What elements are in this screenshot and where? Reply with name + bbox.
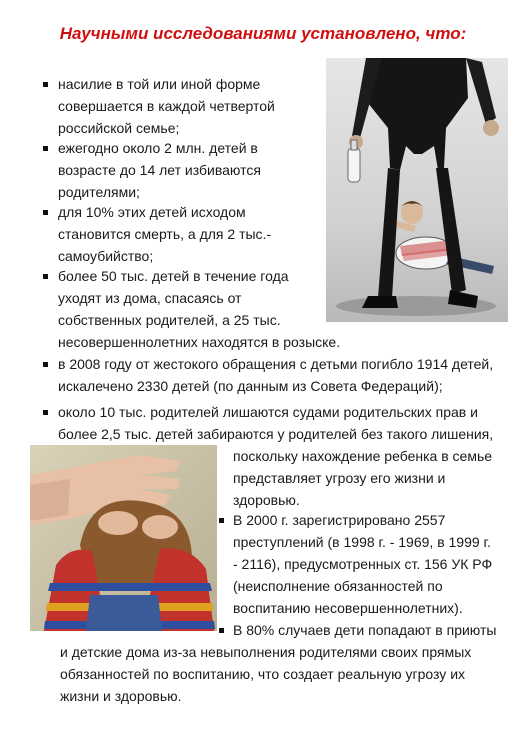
photo-frightened-child bbox=[30, 445, 217, 631]
fact-line: совершается в каждой четвертой bbox=[58, 98, 275, 114]
fact-line: самоубийство; bbox=[58, 248, 154, 264]
fact-line: искалечено 2330 детей (по данным из Совета Федераций); bbox=[58, 378, 443, 394]
fact-line: жизни и здоровью. bbox=[60, 688, 182, 704]
fact-line: обязанностей по воспитанию, что создает реальную угрозу их bbox=[60, 666, 466, 682]
fact-line: родителями; bbox=[58, 184, 140, 200]
page-title: Научными исследованиями установлено, что: bbox=[59, 24, 467, 43]
fact-line: представляет угрозу его жизни и bbox=[233, 470, 446, 486]
fact-line: поскольку нахождение ребенка в семье bbox=[233, 448, 493, 464]
fact-line: здоровью. bbox=[233, 492, 300, 508]
bullet-marker bbox=[43, 210, 48, 215]
fact-line: В 2000 г. зарегистрировано 2557 bbox=[233, 512, 446, 528]
fact-line: преступлений (в 1998 г. - 1969, в 1999 г. bbox=[233, 534, 491, 550]
fact-line: ежегодно около 2 млн. детей в bbox=[58, 140, 258, 156]
fact-line: В 80% случаев дети попадают в приюты bbox=[233, 622, 497, 638]
fact-line: в 2008 году от жестокого обращения с детьми погибло 1914 детей, bbox=[58, 356, 494, 372]
fact-line: и детские дома из-за невыполнения родителями своих прямых bbox=[60, 644, 472, 660]
bullet-marker bbox=[219, 628, 224, 633]
fact-line: возрасте до 14 лет избиваются bbox=[58, 162, 261, 178]
fact-line: воспитанию несовершеннолетних). bbox=[233, 600, 463, 616]
fact-line: около 10 тыс. родителей лишаются судами родительских прав и bbox=[58, 404, 478, 420]
fact-line: (неисполнение обязанностей по bbox=[233, 578, 443, 594]
bullet-marker bbox=[219, 518, 224, 523]
bullet-marker bbox=[43, 82, 48, 87]
fact-line: - 2116), предусмотренных ст. 156 УК РФ bbox=[233, 556, 493, 572]
fact-line: российской семье; bbox=[58, 120, 180, 136]
fact-line: более 50 тыс. детей в течение года bbox=[58, 268, 289, 284]
fact-line: собственных родителей, а 25 тыс. bbox=[58, 312, 281, 328]
fact-line: для 10% этих детей исходом bbox=[58, 204, 246, 220]
bullet-marker bbox=[43, 146, 48, 151]
bullet-marker bbox=[43, 274, 48, 279]
fact-line: несовершеннолетних находятся в розыске. bbox=[58, 334, 341, 350]
fact-line: становится смерть, а для 2 тыс.- bbox=[58, 226, 272, 242]
fact-line: насилие в той или иной форме bbox=[58, 76, 261, 92]
fact-line: более 2,5 тыс. детей забираются у родителей без такого лишения, bbox=[58, 426, 494, 442]
bullet-marker bbox=[43, 410, 48, 415]
bullet-marker bbox=[43, 362, 48, 367]
fact-line: уходят из дома, спасаясь от bbox=[58, 290, 242, 306]
photo-adult-over-child bbox=[326, 58, 508, 322]
